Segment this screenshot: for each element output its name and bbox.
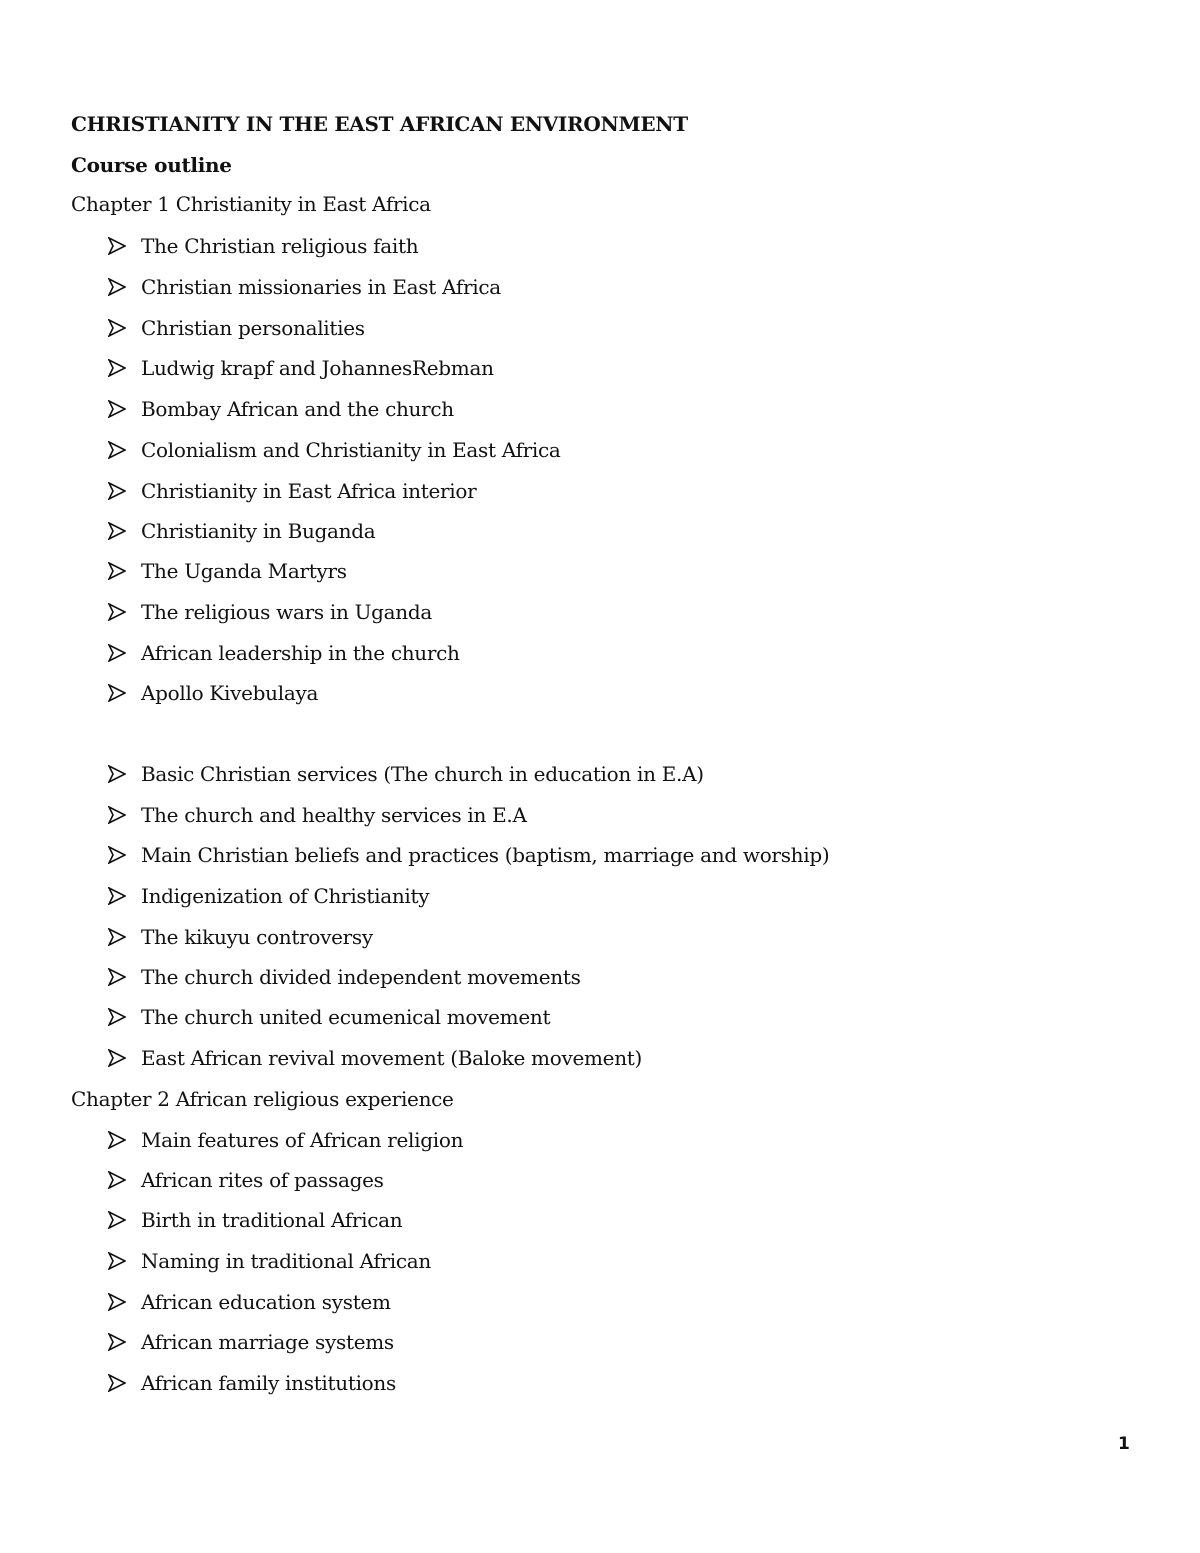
- list-item-text: Christian personalities: [141, 316, 365, 340]
- arrow-bullet-icon: [108, 1008, 126, 1026]
- list-item-text: Bombay African and the church: [141, 397, 454, 421]
- list-item-text: The Uganda Martyrs: [141, 559, 347, 583]
- document-title: CHRISTIANITY IN THE EAST AFRICAN ENVIRONMENT: [71, 112, 688, 136]
- list-item-text: Colonialism and Christianity in East Africa: [141, 438, 561, 462]
- list-item-text: East African revival movement (Baloke movement): [141, 1046, 643, 1070]
- arrow-bullet-icon: [108, 1171, 126, 1189]
- arrow-bullet-icon: [108, 968, 126, 986]
- list-item-text: Apollo Kivebulaya: [141, 681, 319, 705]
- list-item-text: Christianity in East Africa interior: [141, 479, 477, 503]
- arrow-bullet-icon: [108, 522, 126, 540]
- chapter-1-heading: Chapter 1 Christianity in East Africa: [71, 192, 431, 216]
- arrow-bullet-icon: [108, 562, 126, 580]
- arrow-bullet-icon: [108, 237, 126, 255]
- arrow-bullet-icon: [108, 846, 126, 864]
- course-outline-heading: Course outline: [71, 153, 232, 177]
- list-item-text: The religious wars in Uganda: [141, 600, 432, 624]
- arrow-bullet-icon: [108, 1211, 126, 1229]
- chapter-2-heading: Chapter 2 African religious experience: [71, 1087, 454, 1111]
- list-item-text: Main features of African religion: [141, 1128, 464, 1152]
- list-item-text: Ludwig krapf and JohannesRebman: [141, 356, 494, 380]
- arrow-bullet-icon: [108, 482, 126, 500]
- list-item-text: African leadership in the church: [141, 641, 460, 665]
- arrow-bullet-icon: [108, 278, 126, 296]
- list-item-text: The church and healthy services in E.A: [141, 803, 527, 827]
- page-number: 1: [1118, 1434, 1130, 1454]
- arrow-bullet-icon: [108, 319, 126, 337]
- arrow-bullet-icon: [108, 359, 126, 377]
- arrow-bullet-icon: [108, 887, 126, 905]
- arrow-bullet-icon: [108, 928, 126, 946]
- list-item-text: The church divided independent movements: [141, 965, 581, 989]
- list-item-text: Indigenization of Christianity: [141, 884, 430, 908]
- arrow-bullet-icon: [108, 765, 126, 783]
- list-item-text: Basic Christian services (The church in education in E.A): [141, 762, 704, 786]
- arrow-bullet-icon: [108, 603, 126, 621]
- arrow-bullet-icon: [108, 441, 126, 459]
- list-item-text: African rites of passages: [141, 1168, 384, 1192]
- arrow-bullet-icon: [108, 806, 126, 824]
- arrow-bullet-icon: [108, 1374, 126, 1392]
- arrow-bullet-icon: [108, 1131, 126, 1149]
- arrow-bullet-icon: [108, 1049, 126, 1067]
- arrow-bullet-icon: [108, 1293, 126, 1311]
- list-item-text: African education system: [141, 1290, 391, 1314]
- list-item-text: Christian missionaries in East Africa: [141, 275, 501, 299]
- list-item-text: The church united ecumenical movement: [141, 1005, 551, 1029]
- list-item-text: Naming in traditional African: [141, 1249, 431, 1273]
- arrow-bullet-icon: [108, 684, 126, 702]
- list-item-text: African marriage systems: [141, 1330, 394, 1354]
- arrow-bullet-icon: [108, 400, 126, 418]
- list-item-text: The Christian religious faith: [141, 234, 419, 258]
- arrow-bullet-icon: [108, 644, 126, 662]
- arrow-bullet-icon: [108, 1252, 126, 1270]
- arrow-bullet-icon: [108, 1333, 126, 1351]
- list-item-text: Main Christian beliefs and practices (baptism, marriage and worship): [141, 843, 830, 867]
- list-item-text: The kikuyu controversy: [141, 925, 373, 949]
- list-item-text: Birth in traditional African: [141, 1208, 403, 1232]
- list-item-text: African family institutions: [141, 1371, 396, 1395]
- list-item-text: Christianity in Buganda: [141, 519, 376, 543]
